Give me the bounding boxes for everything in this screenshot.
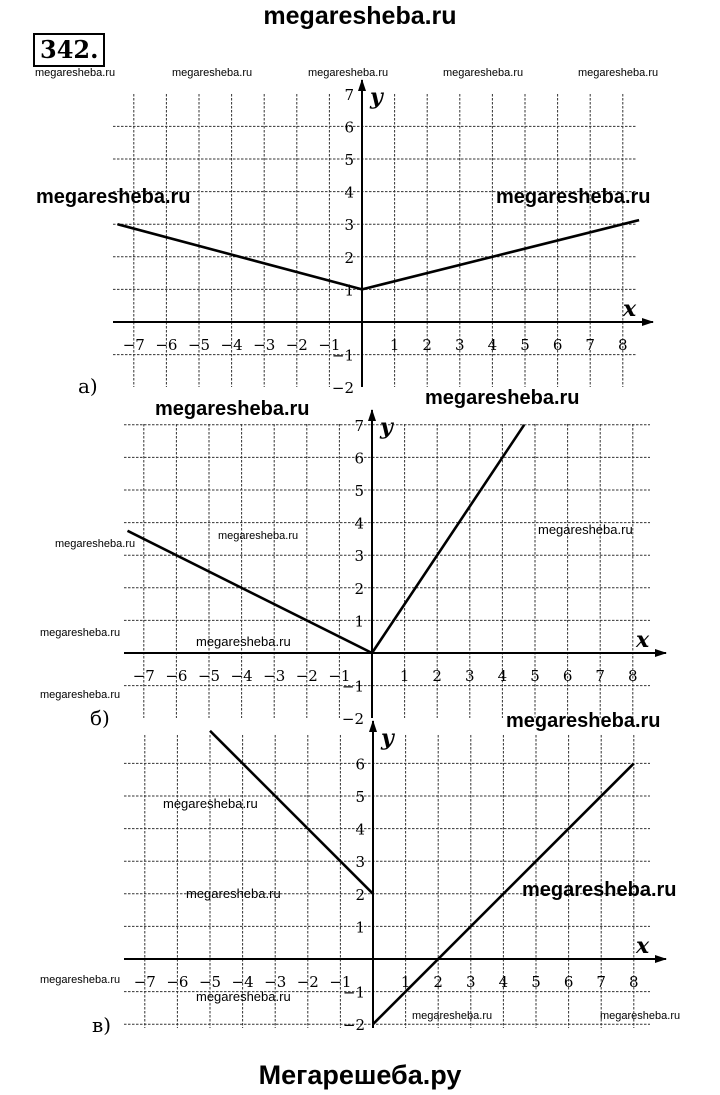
graph-line: [118, 220, 640, 289]
x-tick-label: −4: [230, 667, 253, 685]
site-title-top: megaresheba.ru: [263, 2, 457, 30]
watermark: megaresheba.ru: [55, 538, 136, 550]
y-tick-label: 7: [344, 85, 354, 104]
x-axis-label: x: [636, 933, 650, 959]
y-axis-label: y: [381, 725, 394, 751]
watermark: megaresheba.ru: [40, 974, 121, 986]
x-tick-label: −6: [166, 973, 189, 991]
watermark: megaresheba.ru: [172, 67, 253, 79]
x-tick-label: −5: [198, 973, 222, 991]
x-tick-label: 6: [562, 667, 573, 685]
x-tick-label: −6: [165, 667, 188, 685]
x-tick-label: 2: [422, 336, 432, 354]
x-tick-label: −7: [133, 973, 156, 991]
y-tick-label: 3: [354, 547, 364, 566]
x-tick-label: −4: [231, 973, 254, 991]
x-tick-label: 6: [552, 336, 563, 354]
y-tick-label: 5: [354, 482, 364, 500]
panel-v-label: в): [92, 1013, 112, 1037]
x-tick-label: 7: [596, 973, 606, 991]
y-tick-label: 5: [344, 151, 354, 169]
y-tick-label: −1: [331, 346, 354, 365]
watermark: megaresheba.ru: [578, 67, 659, 79]
y-tick-label: 1: [355, 918, 365, 937]
x-tick-label: 4: [498, 973, 509, 991]
y-tick-label: 5: [355, 788, 365, 806]
x-tick-label: 1: [399, 667, 410, 685]
x-axis-label: x: [636, 627, 650, 653]
x-tick-label: −3: [263, 667, 286, 685]
y-tick-label: 2: [354, 579, 364, 598]
watermark: megaresheba.ru: [36, 186, 191, 208]
y-tick-label: 6: [355, 755, 365, 774]
watermark: megaresheba.ru: [600, 1010, 681, 1022]
y-tick-label: 3: [344, 216, 354, 235]
x-axis-label: x: [623, 296, 637, 322]
watermark: megaresheba.ru: [425, 387, 580, 409]
x-tick-label: −5: [197, 667, 221, 685]
x-tick-label: 5: [520, 336, 530, 354]
x-tick-label: 8: [629, 973, 639, 991]
exercise-number: 342.: [33, 33, 105, 67]
x-tick-label: −7: [122, 336, 145, 354]
graph-panel-b: [124, 410, 666, 728]
x-tick-label: −2: [295, 667, 318, 685]
x-tick-label: 2: [433, 973, 443, 991]
watermark: megaresheba.ru: [308, 67, 389, 79]
y-tick-label: −2: [331, 379, 354, 398]
watermark: megaresheba.ru: [496, 186, 651, 208]
x-tick-label: 2: [432, 667, 442, 685]
x-tick-label: −5: [187, 336, 211, 354]
x-tick-label: −1: [329, 973, 352, 991]
x-tick-label: 8: [628, 667, 638, 685]
graph-line: [210, 731, 373, 894]
watermark: megaresheba.ru: [163, 796, 258, 811]
x-tick-label: 1: [400, 973, 411, 991]
x-tick-label: 5: [531, 973, 541, 991]
y-tick-label: 4: [344, 183, 354, 202]
x-tick-label: −2: [296, 973, 319, 991]
x-tick-label: 7: [585, 336, 595, 354]
y-tick-label: −1: [342, 983, 365, 1002]
watermark: megaresheba.ru: [186, 886, 281, 901]
x-tick-label: 3: [466, 973, 476, 991]
y-tick-label: −1: [341, 677, 364, 696]
panel-a-label: а): [78, 374, 98, 398]
watermark: megaresheba.ru: [443, 67, 524, 79]
panel-b-label: б): [90, 706, 110, 730]
x-tick-label: 6: [563, 973, 574, 991]
x-tick-label: −6: [155, 336, 178, 354]
x-tick-label: 3: [465, 667, 475, 685]
watermark: megaresheba.ru: [155, 398, 310, 420]
x-tick-label: −2: [285, 336, 308, 354]
watermark: megaresheba.ru: [218, 530, 299, 542]
watermark: megaresheba.ru: [40, 627, 121, 639]
y-tick-label: 3: [355, 853, 365, 872]
graph-line: [128, 425, 525, 653]
x-tick-label: −1: [318, 336, 341, 354]
x-tick-label: −4: [220, 336, 243, 354]
watermark: megaresheba.ru: [196, 634, 291, 649]
watermark: megaresheba.ru: [40, 689, 121, 701]
y-tick-label: 1: [354, 612, 364, 631]
watermark: megaresheba.ru: [412, 1010, 493, 1022]
x-tick-label: 8: [618, 336, 628, 354]
y-tick-label: −2: [341, 710, 364, 729]
site-title-bottom: Мегарешеба.ру: [258, 1060, 462, 1090]
y-tick-label: 2: [344, 248, 354, 267]
x-tick-label: 4: [497, 667, 508, 685]
y-tick-label: 4: [354, 514, 364, 533]
graph-panel-a: [113, 80, 653, 397]
y-axis-label: y: [380, 414, 393, 440]
x-tick-label: −3: [264, 973, 287, 991]
x-tick-label: 1: [389, 336, 400, 354]
x-tick-label: −1: [328, 667, 351, 685]
y-tick-label: 6: [344, 118, 354, 137]
y-tick-label: 7: [354, 416, 364, 435]
y-tick-label: 2: [355, 885, 365, 904]
watermark: megaresheba.ru: [35, 67, 116, 79]
graph-panel-v: [124, 721, 666, 1034]
x-tick-label: −3: [253, 336, 276, 354]
watermark: megaresheba.ru: [506, 710, 661, 732]
x-tick-label: 3: [455, 336, 465, 354]
y-axis-label: y: [370, 84, 383, 110]
y-tick-label: 1: [344, 281, 354, 300]
x-tick-label: 4: [487, 336, 498, 354]
watermark: megaresheba.ru: [522, 879, 677, 901]
x-tick-label: 7: [595, 667, 605, 685]
y-tick-label: −2: [342, 1016, 365, 1035]
y-tick-label: 4: [355, 820, 365, 839]
x-tick-label: 5: [530, 667, 540, 685]
y-tick-label: 6: [354, 449, 364, 468]
watermark: megaresheba.ru: [538, 522, 633, 537]
x-tick-label: −7: [132, 667, 155, 685]
watermark: megaresheba.ru: [196, 989, 291, 1004]
